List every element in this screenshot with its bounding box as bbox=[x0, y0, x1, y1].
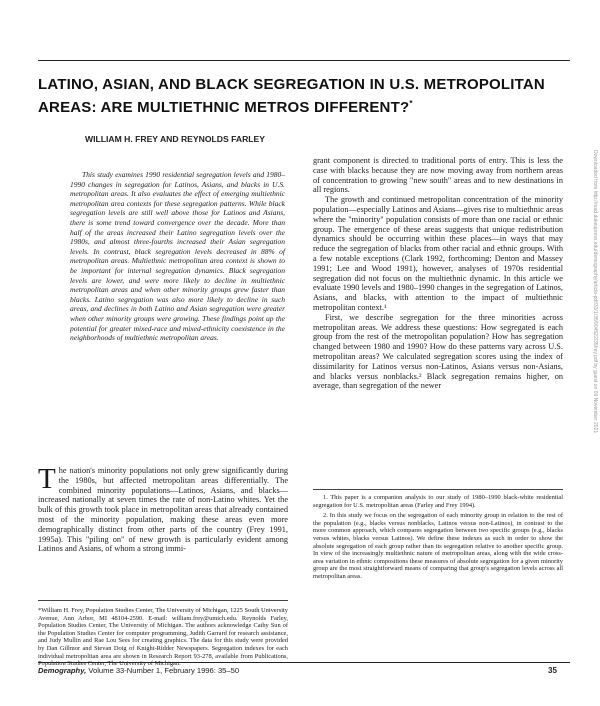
journal-name: Demography, bbox=[38, 666, 87, 675]
right-column bbox=[313, 156, 563, 391]
page-number: 35 bbox=[548, 666, 557, 675]
download-watermark: Downloaded from http://read.dukeupress.edu/demography/article-pdf/33/1/35/904522/35frey.pdf by guest on 09 November 2021 bbox=[592, 150, 598, 434]
footnote-2: 2. In this study we focus on the segregation of each minority group in relation to the rest of the population (e.g., blacks versus nonblacks, Latinos versus non-Latinos), in contrast to the more common approach, which compares segregation between two specific groups (e.g., blacks versus whites, blacks versus Latinos). We define these indexes as such in order to show the absolute segregation of each group rather than its segregation relative to another specific group. In view of the increasingly multiethnic nature of metropolitan areas, along with the wide cross-area variation in ethnic compositions these measures of absolute segregation for a given minority group are the most straightforward means of comparing that group's segregation levels across all metropolitan areas. bbox=[313, 512, 563, 580]
author-line: WILLIAM H. FREY AND REYNOLDS FARLEY bbox=[85, 134, 265, 144]
intro-text: he nation's minority populations not only grew significantly during the 1980s, but affected metropolitan areas differentially. The combined minority populations—Latinos, Asians, and blacks—increased nationally at seven times the rate of non-Latino whites. Yet the bulk of this growth took place in metropolitan areas that already contained most of the minority population, making these areas even more demographically distinct from other parts of the country (Frey 1991, 1995a). This "piling on" of new growth is particularly evident among Latinos and Asians, of whom a strong immi- bbox=[38, 466, 288, 554]
journal-citation bbox=[38, 666, 239, 675]
intro-paragraph bbox=[38, 463, 288, 554]
right-paragraph-3: First, we describe segregation for the three minorities across metropolitan areas. We address these questions: How segregated is each group from the rest of the metropolitan population? How has segregation changed between 1980 and 1990? How do these patterns vary across U.S. metropolitan areas? We calculated segregation scores using the index of dissimilarity for Latinos versus non-Latinos, Asians versus non-Asians, and blacks versus nonblacks.² Black segregation remains higher, on average, than segregation of the newer bbox=[313, 312, 563, 391]
right-paragraph-2: The growth and continued metropolitan concentration of the minority population—especially Latinos and Asians—gives rise to multiethnic areas where the "minority" population consists of more than one racial or ethnic group. The emergence of these areas suggests that unique redistribution dynamics should be occurring within these places—in ways that may reduce the segregation of blacks from other racial and ethnic groups. With a few notable exceptions (Clark 1992, forthcoming; Denton and Massey 1991; Lee and Wood 1991), however, analyses of 1970s residential segregation did not focus on the multiethnic dynamic. In this article we evaluate 1990 levels and 1980–1990 changes in the segregation of Latinos, Asians, and blacks, with attention to the impact of multiethnic metropolitan context.¹ bbox=[313, 195, 563, 312]
title-footnote-marker: * bbox=[409, 99, 413, 108]
article-title bbox=[38, 75, 558, 117]
top-rule bbox=[38, 60, 570, 61]
journal-details: Volume 33-Number 1, February 1996: 35–50 bbox=[88, 666, 240, 675]
article-title-text: LATINO, ASIAN, AND BLACK SEGREGATION IN U.S. METROPOLITAN AREAS: ARE MULTIETHNIC METROS DIFFERENT? bbox=[38, 76, 545, 116]
drop-cap: T bbox=[38, 463, 56, 495]
bottom-rule bbox=[38, 662, 570, 663]
right-footnotes bbox=[313, 489, 563, 584]
footnote-1: 1. This paper is a companion analysis to our study of 1980–1990 black-white residential segregation for U.S. metropolitan areas (Farley and Frey 1994). bbox=[313, 494, 563, 509]
author-footnote: *William H. Frey, Population Studies Center, The University of Michigan, 1225 South University Avenue, Ann Arbor, MI 48104-2590. E-mail: william.frey@umich.edu. Reynolds Farley, Population Studies Center, The University of Michigan. The authors acknowledge Cathy Sun of the Population Studies Center for computer programming, Judith Garrard for research assistance, and Judy Mullin and Rae Lou Sees for creating graphics. The data for this study were provided by Dan Gillmor and Stevan Doig of Knight-Ridder Newspapers. Segregation indexes for each individual metropolitan area are shown in Research Report 93-278, available from Publications, Population Studies Center, The University of Michigan. bbox=[38, 600, 288, 668]
right-paragraph-1: grant component is directed to traditional ports of entry. This is less the case with blacks because they are now moving away from northern areas of concentration to growing "new south" areas and to new destinations in all regions. bbox=[313, 156, 563, 195]
abstract: This study examines 1990 residential segregation levels and 1980–1990 changes in segregation for Latinos, Asians, and blacks in U.S. metropolitan areas. It also evaluates the effect of emerging multiethnic metropolitan area contexts for these segregation patterns. While black segregation levels are still well above those for Latinos and Asians, there is some trend toward convergence over the decade. More than half of the areas increased their Latino segregation levels over the 1980s, and almost three-fourths increased their Asian segregation levels. In contrast, black segregation levels decreased in 88% of metropolitan areas. Multiethnic metropolitan area context is shown to be important for internal segregation dynamics. Black segregation levels are lower, and were more likely to decline in multiethnic metropolitan areas and when other minority groups grew faster than blacks. Latino segregation was also more likely to decline in such areas, and declines in both Latino and Asian segregation were greater when other minority groups were growing. These findings point up the potential for greater mixed-race and mixed-ethnicity coexistence in the neighborhoods of multiethnic metropolitan areas. bbox=[70, 170, 285, 343]
